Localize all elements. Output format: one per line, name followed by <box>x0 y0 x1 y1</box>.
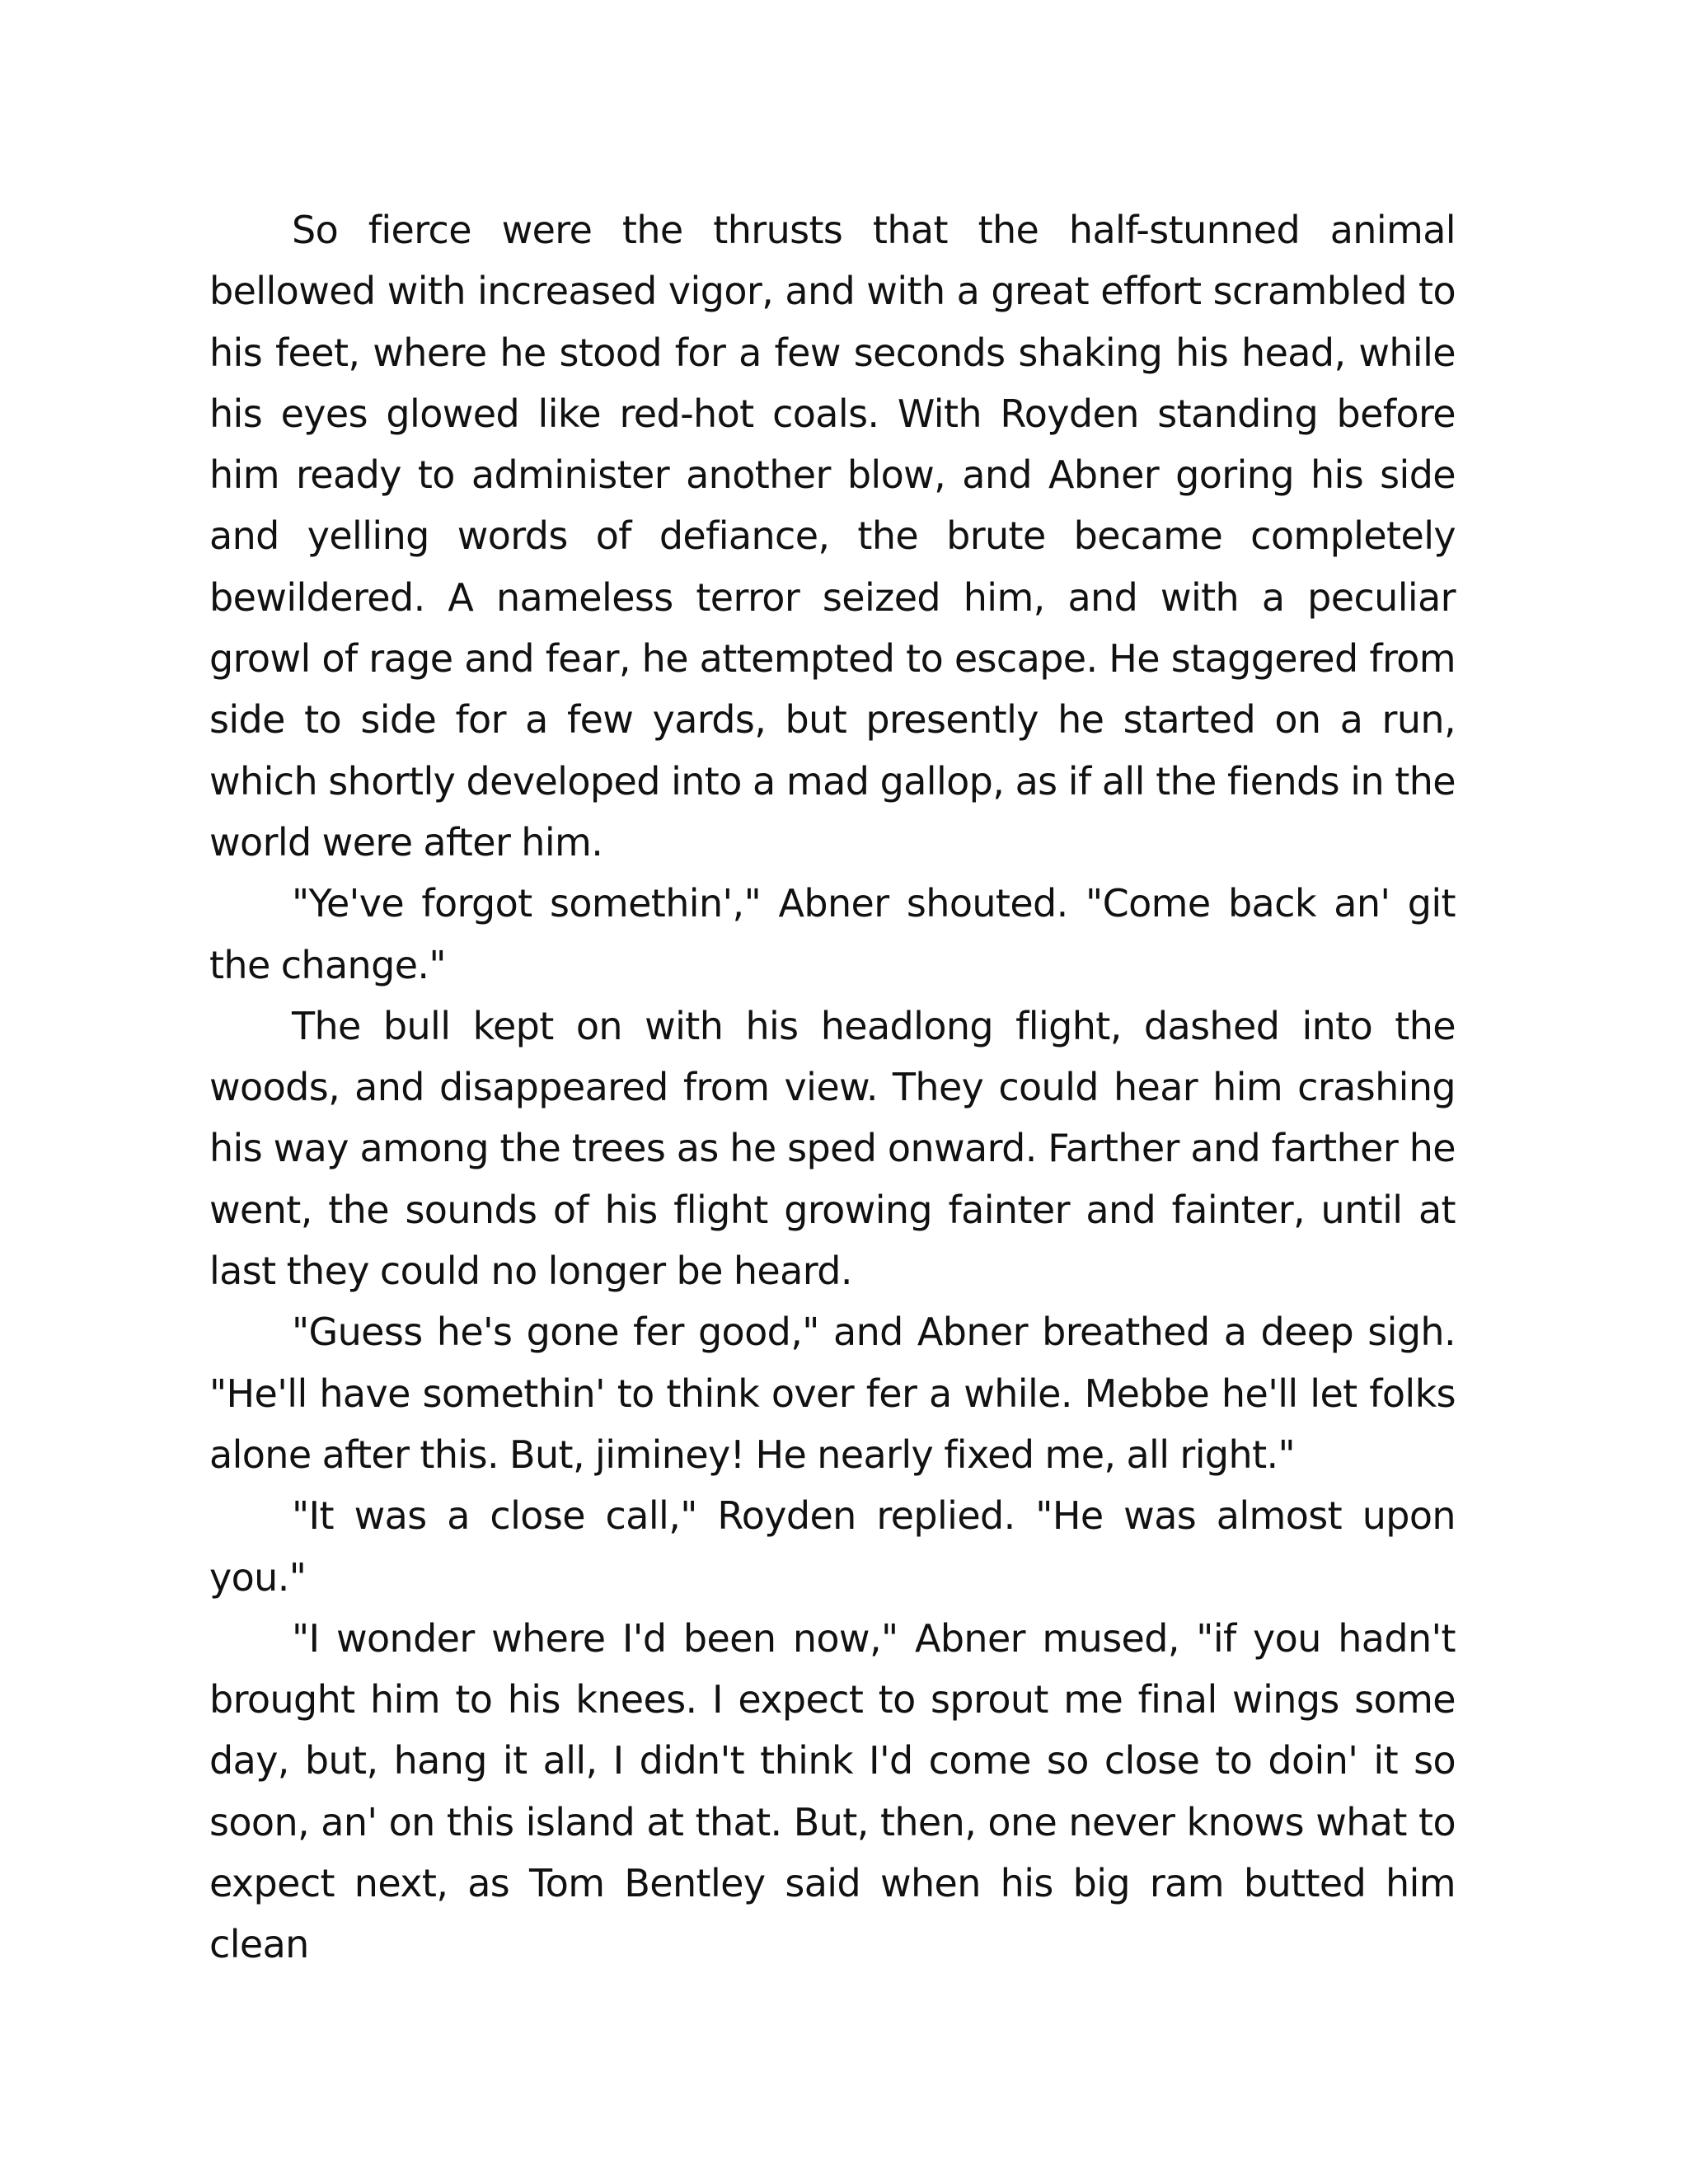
page-text <box>209 199 1456 1975</box>
paragraph-2: "Ye've forgot somethin'," Abner shouted. "Come back an' git the change." <box>209 881 1456 987</box>
paragraph-6: "I wonder where I'd been now," Abner mused, "if you hadn't brought him to his knees. I expect to sprout me final wings some day, but, hang it all, I didn't think I'd come so close to doin' it so soon, an' on this island at that. But, then, one never knows what to expect next, as Tom Bentley said when his big ram butted him clean <box>209 1615 1456 1967</box>
paragraph-3: The bull kept on with his headlong flight, dashed into the woods, and disappeared from view. They could hear him crashing his way among the trees as he sped onward. Farther and farther he went, the sounds of his flight growing fainter and fainter, until at last they could no longer be heard. <box>209 1003 1456 1294</box>
paragraph-4: "Guess he's gone fer good," and Abner breathed a deep sigh. "He'll have somethin' to think over fer a while. Mebbe he'll let folks alone after this. But, jiminey! He nearly fixed me, all right." <box>209 1310 1456 1477</box>
paragraph-1: So fierce were the thrusts that the half-stunned animal bellowed with increased vigor, and with a great effort scrambled to his feet, where he stood for a few seconds shaking his head, while his eyes glowed like red-hot coals. With Royden standing before him ready to administer another blow, and Abner goring his side and yelling words of defiance, the brute became completely bewildered. A nameless terror seized him, and with a peculiar growl of rage and fear, he attempted to escape. He staggered from side to side for a few yards, but presently he started on a run, which shortly developed into a mad gallop, as if all the fiends in the world were after him. <box>209 208 1456 865</box>
paragraph-5: "It was a close call," Royden replied. "He was almost upon you." <box>209 1493 1456 1600</box>
